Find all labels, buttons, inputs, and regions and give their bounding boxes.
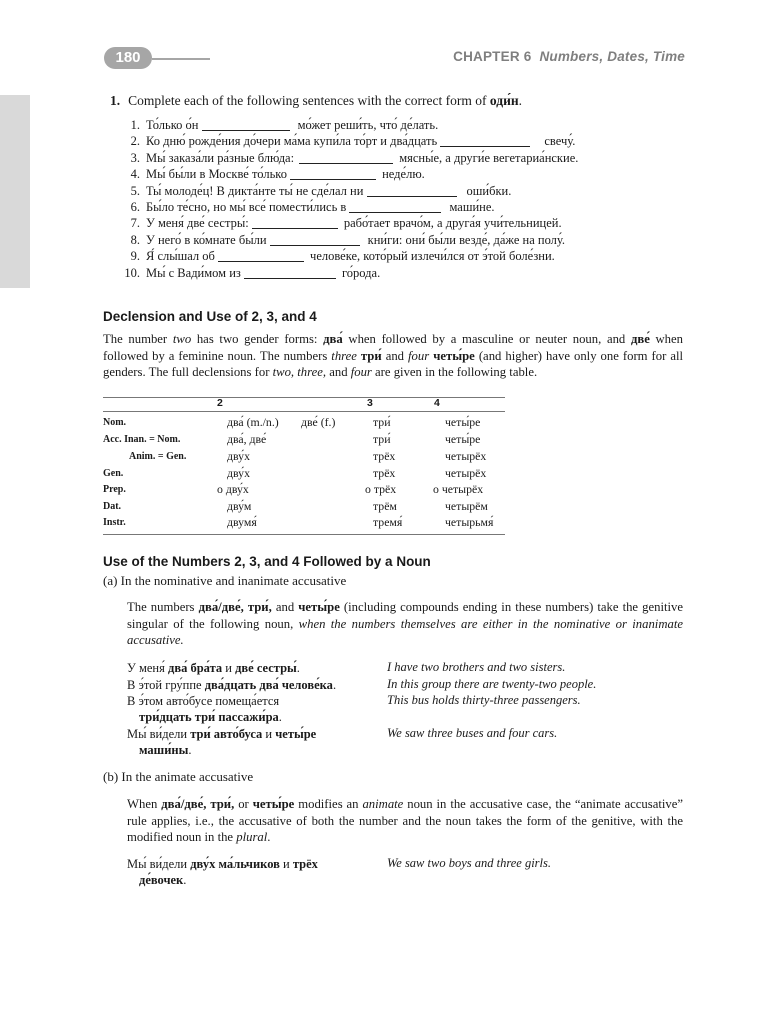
text: when followed by a feminine noun. The numbers: [103, 332, 683, 363]
russian-term: четы́ре: [433, 348, 475, 363]
example-translation: We saw two boys and three girls.: [387, 856, 552, 870]
russian-term: три́: [360, 348, 382, 363]
text: and: [381, 348, 409, 363]
instruction-text: Complete each of the following sentences with the correct form of: [128, 93, 490, 108]
chapter-heading: [453, 49, 685, 64]
cell-two: о дву́х: [217, 482, 249, 496]
item-number: 3.: [130, 150, 140, 165]
example-translation: In this group there are twenty-two people.: [387, 677, 597, 691]
russian-term: два́/две́, три́,: [161, 797, 235, 811]
table-row: [103, 515, 505, 531]
item-text-after: маши́не.: [449, 199, 495, 214]
exercise-number: 1.: [110, 93, 121, 108]
cell-three: о трёх: [365, 482, 397, 496]
exercise-item: [110, 117, 578, 133]
cell-four: четы́ре: [445, 415, 481, 429]
declension-paragraph: [103, 331, 683, 381]
answer-blank[interactable]: [270, 245, 360, 246]
item-number: 8.: [130, 232, 140, 247]
case-label: Gen.: [103, 468, 124, 479]
russian-bold: де́вочек: [139, 873, 184, 888]
cell-four: четырёх: [445, 466, 487, 480]
chapter-thumb-tab: [0, 95, 30, 288]
example-russian: [127, 856, 318, 889]
text: noun in the accusative case, the “animate accusative” rule applies, i.e., the accusative of both the number and the noun takes the form of the genitive, with the modified noun in the: [127, 797, 683, 844]
item-text-after: го́рода.: [341, 265, 381, 280]
item-text-after: оши́бки.: [466, 183, 512, 198]
chapter-label: CHAPTER 6: [453, 49, 532, 64]
cell-two: двумя́: [227, 515, 257, 529]
exercise-item: [110, 265, 578, 281]
example-russian: [127, 660, 300, 676]
text: The numbers: [127, 600, 199, 614]
cell-four: четырьмя́: [445, 515, 494, 529]
item-text-after: рабо́тает врачо́м, а друга́я учи́тельницей.: [343, 216, 562, 231]
text: .: [296, 661, 300, 675]
instruction-end: .: [518, 93, 523, 108]
text: When: [127, 797, 162, 811]
table-rule-bottom: [103, 534, 505, 535]
subsection-b-label: (b) In the animate accusative: [103, 769, 254, 784]
russian-bold: маши́ны: [139, 743, 189, 758]
answer-blank[interactable]: [202, 130, 290, 131]
item-number: 7.: [130, 216, 140, 231]
answer-blank[interactable]: [440, 146, 530, 147]
text: и: [262, 727, 276, 741]
russian-bold: две́ сестры́: [235, 661, 297, 675]
text: and: [326, 365, 351, 379]
text: .: [183, 873, 187, 888]
russian-bold: четы́ре: [275, 727, 317, 741]
answer-blank[interactable]: [252, 228, 338, 229]
russian-bold: три́ авто́буса: [190, 727, 263, 741]
cell-three: трёх: [373, 466, 396, 480]
item-text-after: неде́лю.: [382, 167, 425, 182]
emphasis: two: [172, 332, 192, 346]
col-header-2: 2: [217, 397, 223, 409]
cell-two: два́, две́: [227, 432, 267, 446]
cell-three: три́: [373, 432, 391, 446]
text: Мы́ ви́дели: [127, 727, 191, 741]
item-number: 4.: [130, 167, 140, 182]
text: .: [278, 710, 282, 725]
table-row: [103, 449, 505, 465]
table-row: [103, 415, 505, 431]
indent: [127, 873, 139, 887]
emphasis: two, three,: [272, 365, 327, 379]
item-text-before: У меня́ две́ сестры́:: [146, 216, 252, 231]
example-translation: This bus holds thirty-three passengers.: [387, 693, 581, 707]
example-russian: [127, 677, 336, 693]
item-text-before: Ко дню́ рожде́ния до́чери ма́ма купи́ла то́рт и два́дцать: [146, 134, 441, 149]
text: .: [332, 678, 337, 692]
item-text-before: Я́ слы́шал об: [146, 249, 219, 264]
russian-bold: дву́х ма́льчиков: [190, 857, 280, 871]
item-number: 1.: [130, 118, 140, 132]
emphasis: when the numbers themselves are either in the nominative or inanimate accusative.: [127, 616, 683, 647]
emphasis: four: [350, 365, 372, 379]
instruction-keyword: оди́н: [489, 93, 519, 108]
cell-four: четы́ре: [445, 432, 481, 446]
exercise-item: [110, 183, 578, 199]
cell-three: трём: [373, 499, 397, 513]
table-row: [103, 499, 505, 515]
item-text-before: Ты́ молоде́ц! В дикта́нте ты́ не сде́лал ни: [146, 183, 367, 198]
exercise-item: [110, 133, 578, 149]
emphasis: four: [408, 348, 430, 363]
emphasis: three: [331, 348, 357, 363]
cell-three: трёх: [373, 449, 396, 463]
text: и: [222, 661, 236, 675]
case-label: Instr.: [103, 517, 126, 528]
russian-term: две́: [630, 332, 650, 346]
text: (and higher) have only one form for all genders. The full declensions for: [103, 348, 684, 379]
russian-bold: три́дцать три́ пассажи́ра: [139, 710, 279, 725]
answer-blank[interactable]: [349, 212, 441, 213]
item-text-after: свечу́.: [544, 134, 576, 149]
subsection-a-paragraph: [127, 599, 683, 649]
text: The number: [103, 332, 173, 346]
emphasis: animate: [362, 797, 404, 811]
cell-two: дву́х: [227, 449, 250, 463]
indent: [127, 743, 139, 757]
russian-term: четы́ре: [298, 600, 340, 614]
case-label: Anim. = Gen.: [129, 451, 187, 462]
page-number-badge: 180: [104, 47, 152, 69]
cell-four: четырёх: [445, 449, 487, 463]
russian-term: два́/две́, три́,: [198, 600, 272, 614]
item-text-before: Мы́ бы́ли в Москве́ то́лько: [146, 167, 291, 182]
cell-two: два́ (m./n.): [227, 415, 279, 429]
text: .: [267, 830, 271, 844]
cell-three: три́: [373, 415, 391, 429]
russian-term: четы́ре: [252, 797, 295, 811]
example-translation: We saw three buses and four cars.: [387, 726, 558, 740]
text: has two gender forms:: [191, 332, 324, 346]
item-text-before: То́лько о́н: [146, 118, 202, 132]
table-row: [103, 466, 505, 482]
case-label: Prep.: [103, 484, 126, 495]
text: В э́том авто́бусе помеща́ется: [127, 694, 280, 708]
example-translation: I have two brothers and two sisters.: [387, 660, 566, 674]
item-number: 9.: [130, 249, 140, 264]
item-number: 2.: [130, 134, 140, 149]
text: Мы́ ви́дели: [127, 857, 191, 871]
table-rule-top: [103, 397, 505, 398]
text: и: [279, 857, 293, 871]
item-text-after: мясны́е, а други́е вегетариа́нские.: [399, 150, 579, 165]
cell-three: тремя́: [373, 515, 403, 529]
text: and: [271, 600, 299, 614]
cell-four: о четырёх: [433, 482, 484, 496]
russian-term: два́: [323, 332, 343, 346]
answer-blank[interactable]: [218, 261, 304, 262]
exercise-list: [110, 117, 578, 281]
exercise-item: [110, 232, 578, 248]
item-number: 6.: [130, 199, 140, 214]
example-russian: [127, 726, 316, 759]
case-label: Nom.: [103, 417, 127, 428]
cell-two-f: две́ (f.): [301, 415, 336, 429]
col-header-3: 3: [367, 397, 373, 409]
answer-blank[interactable]: [290, 179, 376, 180]
col-header-4: 4: [434, 397, 440, 409]
item-text-before: У него́ в ко́мнате бы́ли: [146, 232, 270, 247]
russian-bold: два́ бра́та: [168, 661, 223, 675]
cell-two: дву́м: [227, 499, 252, 513]
table-rule-mid: [103, 411, 505, 412]
cell-four: четырём: [445, 499, 488, 513]
exercise-instruction: [110, 93, 522, 109]
case-label: Dat.: [103, 501, 122, 512]
text: modifies an: [294, 797, 363, 811]
case-label: Acc. Inan. = Nom.: [103, 434, 181, 445]
indent: [127, 710, 139, 724]
answer-blank[interactable]: [244, 278, 336, 279]
text: or: [234, 797, 253, 811]
item-text-before: Мы́ заказа́ли ра́зные блю́да:: [146, 150, 298, 165]
exercise-item: [110, 248, 578, 264]
subsection-a-label: (a) In the nominative and inanimate accusative: [103, 573, 347, 588]
answer-blank[interactable]: [367, 196, 457, 197]
russian-bold: два́дцать два́ челове́ка: [204, 678, 333, 692]
item-text-after: кни́ги: они́ бы́ли везде́, да́же на полу́.: [367, 232, 566, 247]
exercise-item: [110, 215, 578, 231]
table-row: [103, 432, 505, 448]
item-number: 10.: [124, 265, 140, 280]
section-heading-use: Use of the Numbers 2, 3, and 4 Followed by a Noun: [103, 554, 431, 569]
item-text-after: челове́ке, кото́рый излечи́лся от э́той боле́зни.: [310, 249, 555, 264]
item-number: 5.: [130, 183, 140, 198]
item-text-after: мо́жет реши́ть, что́ де́лать.: [297, 118, 439, 132]
example-russian: [127, 693, 282, 726]
subsection-b-paragraph: [127, 796, 683, 846]
item-text-before: Мы́ с Вади́мом из: [146, 265, 244, 280]
item-text-before: Бы́ло те́сно, но мы́ все́ помести́лись в: [146, 199, 350, 214]
text: .: [188, 743, 192, 758]
chapter-title: Numbers, Dates, Time: [539, 49, 685, 64]
text: when followed by a masculine or neuter noun, and: [342, 332, 631, 346]
section-heading-declension: Declension and Use of 2, 3, and 4: [103, 309, 317, 324]
text: (including compounds ending in these numbers) take the genitive singular of the following noun,: [127, 600, 684, 631]
text: У меня́: [127, 661, 168, 675]
exercise-item: [110, 166, 578, 182]
text: are given in the following table.: [371, 365, 538, 379]
exercise-item: [110, 150, 578, 166]
exercise-item: [110, 199, 578, 215]
text: В э́той гру́ппе: [127, 678, 205, 692]
russian-bold: трёх: [292, 857, 318, 871]
table-row: [103, 482, 505, 498]
emphasis: plural: [236, 830, 268, 844]
header-rule: [152, 58, 210, 60]
cell-two: дву́х: [227, 466, 250, 480]
answer-blank[interactable]: [299, 163, 393, 164]
